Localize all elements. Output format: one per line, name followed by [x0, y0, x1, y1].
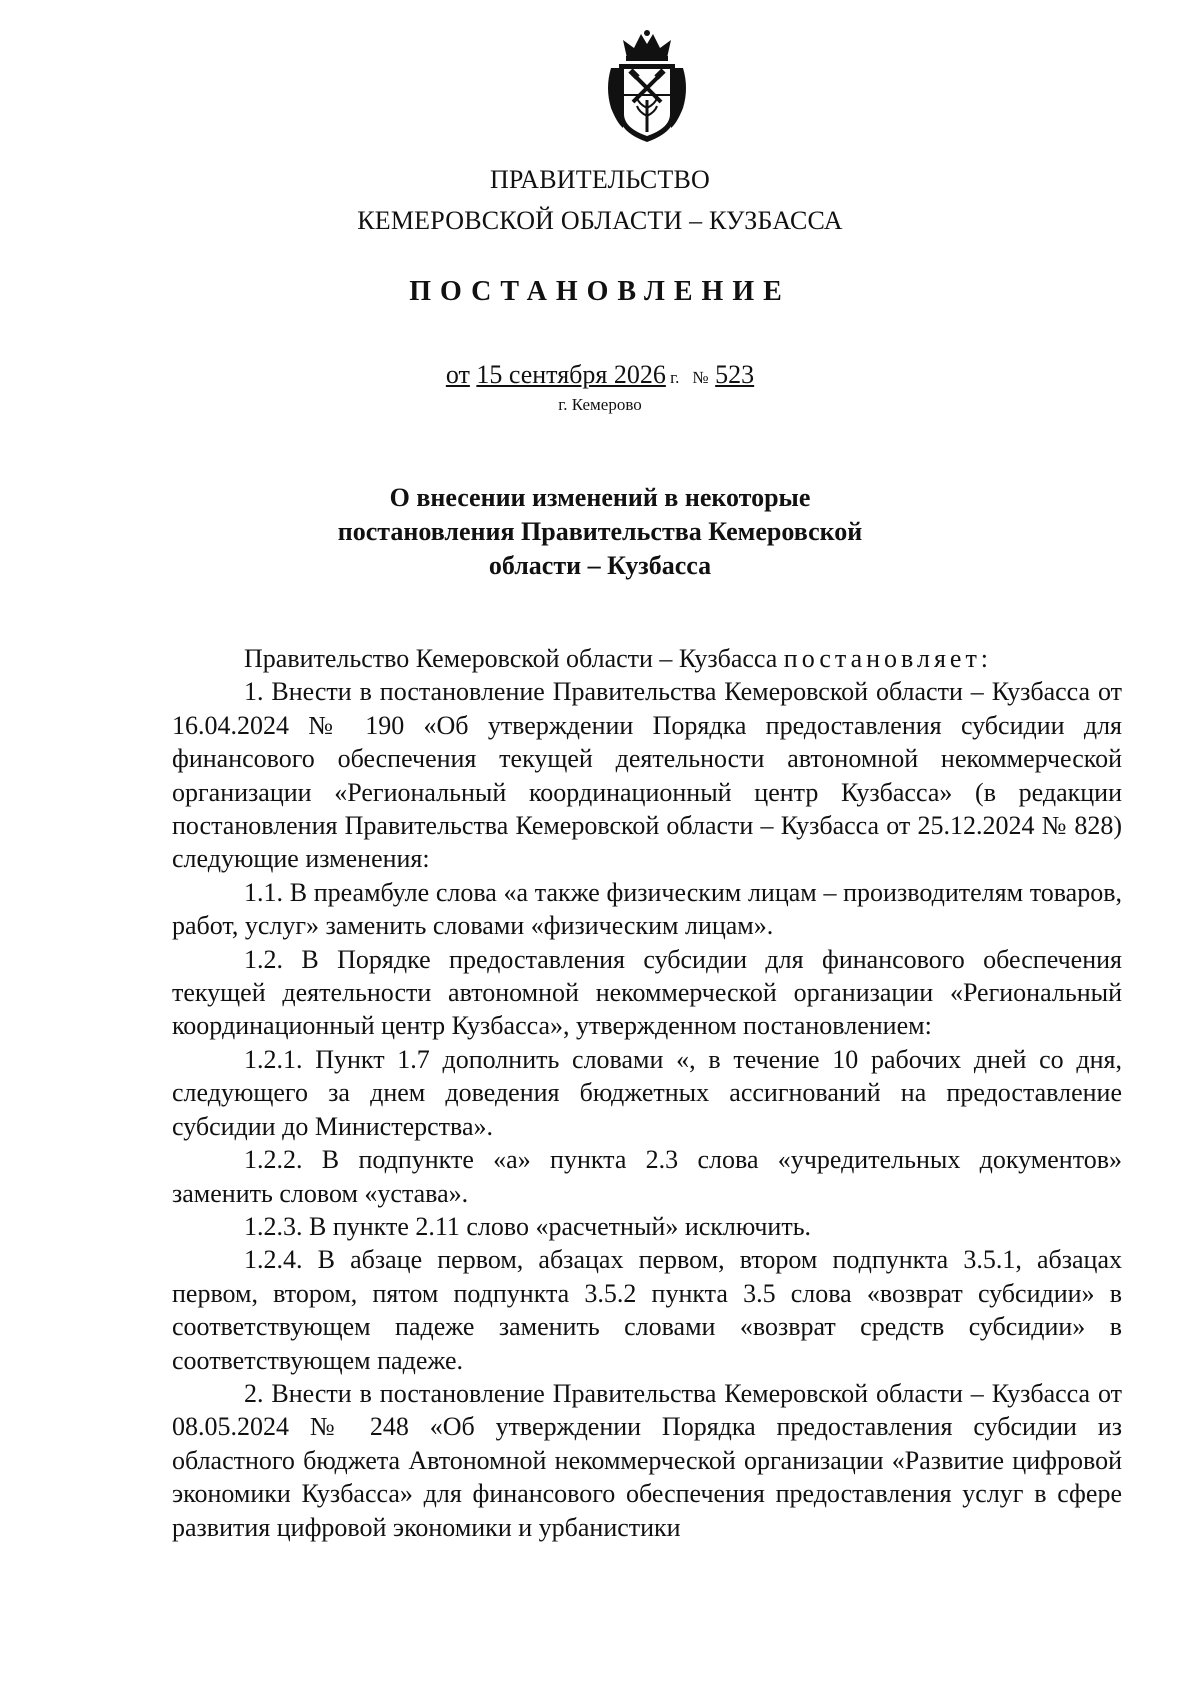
date-line — [0, 360, 1200, 393]
paragraph-1-2-3: 1.2.3. В пункте 2.11 слово «расчетный» исключить. — [244, 1211, 812, 1241]
title-line3: области – Кузбасса — [488, 551, 712, 580]
paragraph-2: 2. Внести в постановление Правительства Кемеровской области – Кузбасса от 08.05.2024 № 248 «Об утверждении Порядка предоставления субсидии из областного бюджета Автономной некоммерческой организации «Развитие цифровой экономики Кузбасса» для финансового обеспечения предоставления услуг в сфере развития цифровой экономики и урбанистики — [172, 1378, 1122, 1542]
document-number: 523 — [715, 360, 755, 389]
paragraph-1-2-1: 1.2.1. Пункт 1.7 дополнить словами «, в течение 10 рабочих дней со дня, следующего за днем доведения бюджетных ассигнований на предоставление субсидии до Министерства». — [172, 1044, 1122, 1141]
document-type: ПОСТАНОВЛЕНИЕ — [409, 276, 791, 307]
year-suffix: г. — [670, 368, 680, 387]
city-name: г. Кемерово — [558, 395, 642, 414]
document-date: 15 сентября 2026 — [476, 360, 666, 389]
intro-paragraph — [172, 642, 1122, 675]
title-line2: постановления Правительства Кемеровской — [337, 517, 863, 546]
paragraph-1-1: 1.1. В преамбуле слова «а также физическим лицам – производителям товаров, работ, услуг» заменить словами «физическим лицам». — [172, 877, 1122, 941]
number-prefix: № — [692, 368, 709, 387]
government-name-line1: ПРАВИТЕЛЬСТВО — [489, 165, 711, 194]
paragraph-1: 1. Внести в постановление Правительства Кемеровской области – Кузбасса от 16.04.2024 № 190 «Об утверждении Порядка предоставления субсидии для финансового обеспечения текущей деятельности автономной некоммерческой организации «Региональный координационный центр Кузбасса» (в редакции постановления Правительства Кемеровской области – Кузбасса от 25.12.2024 № 828) следующие изменения: — [172, 677, 1122, 874]
government-name-line2: КЕМЕРОВСКОЙ ОБЛАСТИ – КУЗБАССА — [357, 206, 843, 235]
intro-text: Правительство Кемеровской области – Кузбасса — [244, 644, 778, 673]
title-line1: О внесении изменений в некоторые — [389, 483, 811, 512]
kuzbass-coat-of-arms-icon — [601, 28, 693, 146]
document-title — [0, 481, 1200, 583]
paragraph-1-2-2: 1.2.2. В подпункте «а» пункта 2.3 слова «учредительных документов» заменить словом «устава». — [172, 1145, 1122, 1208]
intro-action: постановляет: — [783, 644, 993, 673]
paragraph-1-2-4: 1.2.4. В абзаце первом, абзацах первом, втором подпункта 3.5.1, абзацах первом, втором, пятом подпункта 3.5.2 пункта 3.5 слова «возврат субсидии» в соответствующем падеже заменить словами «возврат средств субсидии» в соответствующем падеже. — [172, 1245, 1122, 1375]
paragraph-1-2: 1.2. В Порядке предоставления субсидии для финансового обеспечения текущей деятельности автономной некоммерческой организации «Региональный координационный центр Кузбасса», утвержденном постановлением: — [172, 944, 1122, 1041]
document-body — [172, 642, 1122, 1544]
date-prefix: от — [445, 360, 470, 389]
